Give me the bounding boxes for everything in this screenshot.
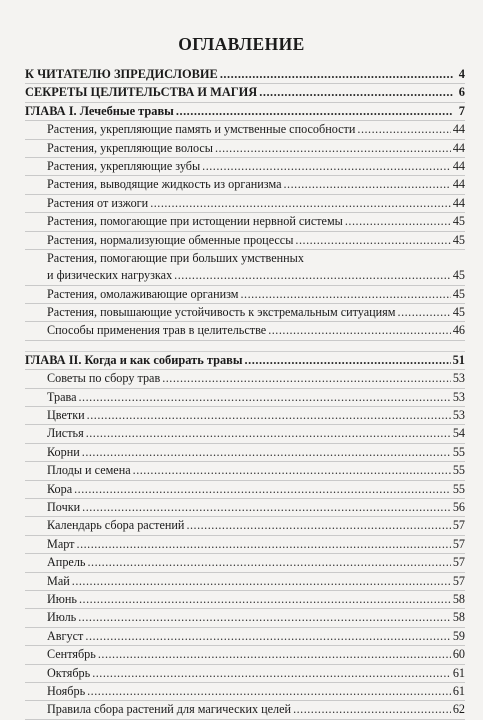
toc-entry-page: 45	[452, 305, 465, 320]
toc-entry-title: Правила сбора растений для магических целей	[47, 702, 292, 717]
toc-entry-page: 44	[452, 195, 465, 210]
toc-entry-title: Цветки	[47, 408, 85, 423]
toc-entry-page: 51	[452, 352, 465, 367]
dot-leader	[86, 425, 451, 442]
toc-entry-page: 62	[452, 702, 465, 717]
toc-entry-page: 57	[452, 573, 465, 588]
dot-leader	[245, 352, 451, 369]
toc-entry-title: Корни	[47, 444, 80, 459]
page-title: ОГЛАВЛЕНИЕ	[178, 34, 305, 54]
toc-entry-page: 4	[458, 67, 465, 81]
toc-entry-title: Март	[47, 536, 75, 551]
toc-entry-page: 61	[452, 683, 465, 698]
toc-entry	[25, 158, 465, 176]
toc-entry-title: Май	[47, 573, 70, 588]
toc-entry-title: ГЛАВА I. Лечебные травы	[25, 103, 174, 118]
toc-entry	[25, 646, 465, 664]
toc-entry	[25, 517, 465, 535]
dot-leader	[162, 370, 451, 387]
toc-entry-title: Июнь	[47, 591, 77, 606]
toc-entry-page: 56	[452, 499, 465, 514]
toc-entry-title: Кора	[47, 481, 73, 496]
toc-entry-page: 6	[458, 85, 465, 100]
toc-entry	[25, 176, 465, 194]
dot-leader	[268, 322, 451, 339]
toc-entry-page: 54	[452, 426, 465, 441]
toc-entry-title: СЕКРЕТЫ ЦЕЛИТЕЛЬСТВА И МАГИЯ	[25, 85, 258, 100]
toc-entry	[25, 462, 465, 480]
toc-entry-title: Растения, нормализующие обменные процессы	[47, 232, 294, 247]
toc-entry-title: Способы применения трав в целительстве	[47, 323, 267, 338]
toc-entry	[25, 195, 465, 213]
toc-entry-page: 61	[452, 665, 465, 680]
dot-leader	[98, 646, 451, 663]
toc-entry-title: Растения от изжоги	[47, 195, 149, 210]
toc-entry-title: Листья	[47, 426, 84, 441]
dot-leader	[85, 628, 450, 645]
toc-entry-page: 44	[452, 122, 465, 137]
table-of-contents	[25, 66, 465, 720]
toc-entry-title: Октябрь	[47, 665, 91, 680]
toc-entry-page: 45	[452, 286, 465, 301]
toc-entry	[25, 701, 465, 719]
toc-entry-title: Советы по сбору трав	[47, 371, 161, 386]
toc-entry-title: Август	[47, 628, 84, 643]
toc-entry-title: Почки	[47, 499, 81, 514]
dot-leader	[74, 481, 451, 498]
toc-entry-page: 53	[452, 408, 465, 423]
toc-entry	[25, 407, 465, 425]
toc-entry	[25, 267, 465, 285]
toc-entry-title: Растения, укрепляющие память и умственные способности	[47, 122, 356, 137]
toc-entry-page: 44	[452, 158, 465, 173]
toc-entry-title: Растения, выводящие жидкость из организма	[47, 177, 282, 192]
toc-entry	[25, 683, 465, 701]
dot-leader	[284, 176, 451, 193]
dot-leader	[345, 213, 451, 230]
toc-entry	[25, 609, 465, 627]
toc-entry-title: и физических нагрузках	[47, 268, 173, 283]
toc-entry-page: 44	[452, 140, 465, 155]
dot-leader	[92, 665, 451, 682]
toc-entry-page: 7	[458, 103, 465, 118]
toc-entry	[25, 389, 465, 407]
toc-entry-page: 57	[452, 518, 465, 533]
toc-entry-page: 45	[452, 232, 465, 247]
dot-leader	[398, 304, 451, 321]
toc-entry-page: 53	[452, 389, 465, 404]
toc-entry-page: 58	[452, 591, 465, 606]
dot-leader	[259, 84, 453, 101]
toc-entry	[25, 322, 465, 340]
toc-entry	[25, 213, 465, 231]
toc-entry	[25, 351, 465, 370]
dot-leader	[133, 462, 451, 479]
toc-entry-title: Календарь сбора растений	[47, 518, 185, 533]
toc-entry-page: 55	[452, 481, 465, 496]
toc-entry-title: Растения, повышающие устойчивость к экстремальным ситуациям	[47, 305, 396, 320]
toc-entry	[25, 121, 465, 139]
toc-entry	[25, 232, 465, 250]
dot-leader	[87, 554, 450, 571]
toc-entry-title: Плоды и семена	[47, 463, 131, 478]
toc-entry-page: 57	[452, 555, 465, 570]
toc-entry-title: Ноябрь	[47, 683, 86, 698]
dot-leader	[77, 536, 451, 553]
dot-leader	[87, 407, 451, 424]
toc-entry-page: 58	[452, 610, 465, 625]
toc-entry	[25, 573, 465, 591]
dot-leader	[174, 267, 451, 284]
dot-leader	[82, 499, 451, 516]
toc-entry	[25, 286, 465, 304]
toc-entry-title: Растения, помогающие при истощении нервной системы	[47, 214, 343, 229]
toc-entry-page: 59	[452, 628, 465, 643]
dot-leader	[72, 573, 451, 590]
toc-entry-page: 57	[452, 536, 465, 551]
dot-leader	[176, 103, 453, 120]
toc-entry	[25, 628, 465, 646]
toc-entry-page: 55	[452, 463, 465, 478]
toc-entry-page: 44	[452, 177, 465, 192]
toc-entry	[25, 554, 465, 572]
toc-entry	[25, 103, 465, 121]
dot-leader	[293, 701, 451, 718]
dot-leader	[240, 286, 450, 303]
dot-leader	[295, 232, 450, 249]
toc-entry-page: 55	[452, 444, 465, 459]
dot-leader	[150, 195, 451, 212]
toc-entry	[25, 370, 465, 388]
dot-leader	[79, 591, 451, 608]
toc-entry	[25, 665, 465, 683]
toc-entry-title: Растения, укрепляющие волосы	[47, 140, 213, 155]
dot-leader	[357, 121, 450, 138]
toc-entry-title: Растения, омолаживающие организм	[47, 286, 239, 301]
toc-entry-title: Трава	[47, 389, 77, 404]
dot-leader	[78, 609, 451, 626]
dot-leader	[82, 444, 451, 461]
toc-entry	[25, 140, 465, 158]
toc-entry-page: 46	[452, 323, 465, 338]
toc-entry-title: Растения, помогающие при больших умственных	[47, 250, 304, 265]
toc-entry-title: ГЛАВА II. Когда и как собирать травы	[25, 352, 243, 367]
dot-leader	[79, 389, 451, 406]
toc-entry	[25, 425, 465, 443]
toc-entry-title: К ЧИТАТЕЛЮ ЗПРЕДИСЛОВИЕ	[25, 67, 218, 81]
dot-leader	[220, 66, 453, 83]
toc-entry-title: Июль	[47, 610, 77, 625]
dot-leader	[87, 683, 451, 700]
toc-entry-title: Сентябрь	[47, 647, 96, 662]
toc-entry	[25, 304, 465, 322]
dot-leader	[215, 140, 451, 157]
toc-entry	[25, 66, 465, 84]
toc-entry-title: Апрель	[47, 555, 86, 570]
toc-entry	[25, 536, 465, 554]
toc-entry-page: 45	[452, 214, 465, 229]
toc-entry-title: Растения, укрепляющие зубы	[47, 158, 201, 173]
toc-entry	[25, 499, 465, 517]
toc-entry	[25, 444, 465, 462]
toc-entry-page: 53	[452, 371, 465, 386]
toc-entry	[25, 481, 465, 499]
toc-entry	[25, 250, 465, 267]
dot-leader	[202, 158, 451, 175]
dot-leader	[186, 517, 450, 534]
toc-entry-page: 60	[452, 647, 465, 662]
toc-entry	[25, 591, 465, 609]
toc-entry	[25, 84, 465, 102]
toc-entry-page: 45	[452, 268, 465, 283]
